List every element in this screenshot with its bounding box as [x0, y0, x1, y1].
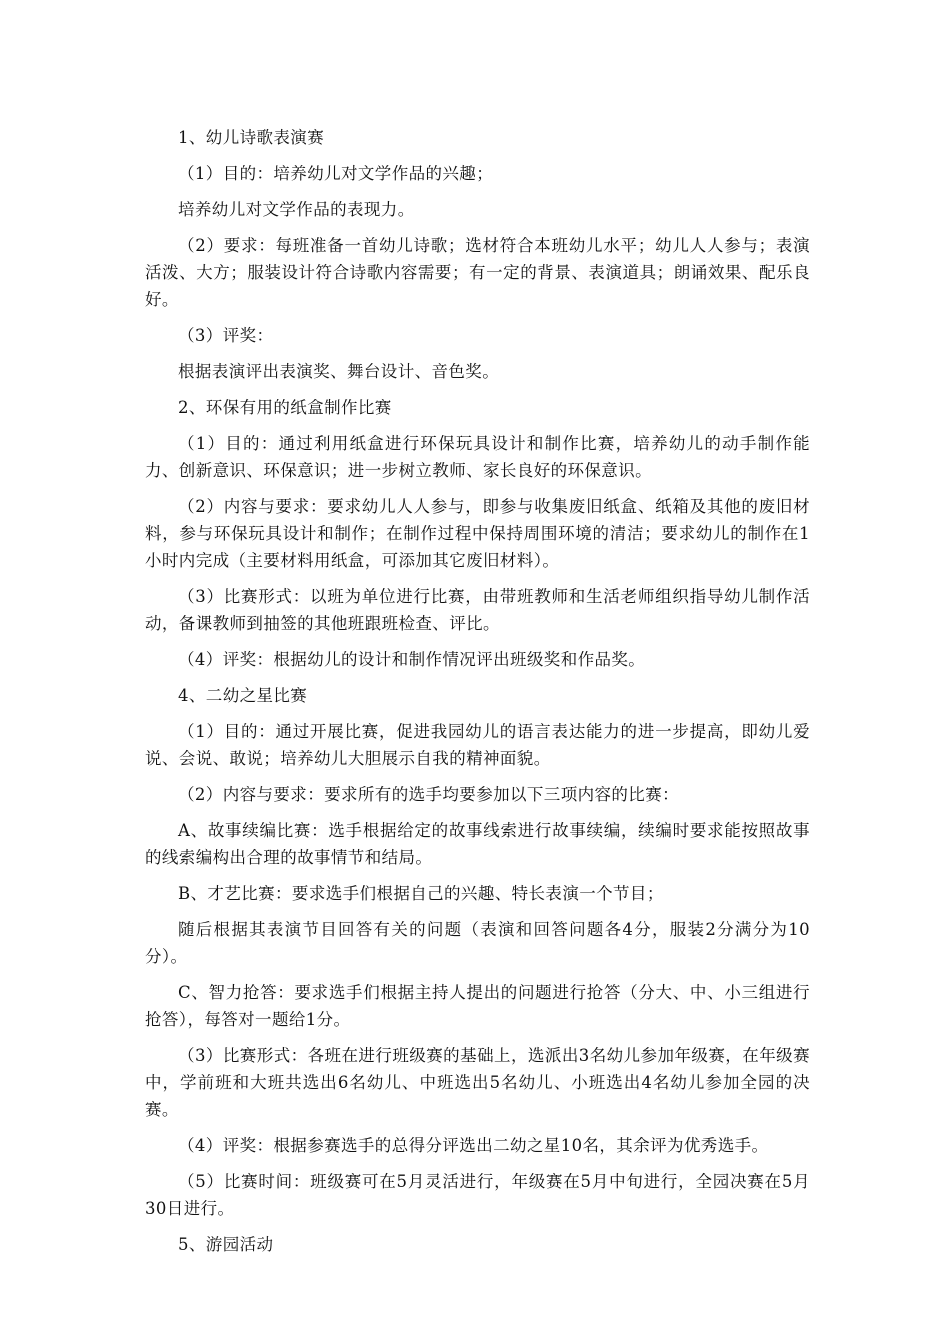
paragraph: 培养幼儿对文学作品的表现力。: [178, 200, 415, 219]
section-heading-poetry: 1、幼儿诗歌表演赛: [178, 128, 325, 147]
paragraph: B、才艺比赛：要求选手们根据自己的兴趣、特长表演一个节目；: [178, 884, 664, 903]
paragraph: （5）比赛时间：班级赛可在5月灵活进行，年级赛在5月中旬进行，全园决赛在5月30日进行。: [145, 1172, 810, 1218]
paragraph: （3）比赛形式：以班为单位进行比赛，由带班教师和生活老师组织指导幼儿制作活动，备课教师到抽签的其他班跟班检查、评比。: [145, 587, 810, 633]
paragraph: C、智力抢答：要求选手们根据主持人提出的问题进行抢答（分大、中、小三组进行抢答），每答对一题给1分。: [145, 983, 810, 1029]
paragraph: （2）内容与要求：要求幼儿人人参与，即参与收集废旧纸盒、纸箱及其他的废旧材料，参与环保玩具设计和制作；在制作过程中保持周围环境的清洁；要求幼儿的制作在1小时内完成（主要材料用纸盒，可添加其它废旧材料）。: [145, 497, 810, 570]
paragraph: （4）评奖：根据幼儿的设计和制作情况评出班级奖和作品奖。: [178, 650, 646, 669]
paragraph: 根据表演评出表演奖、舞台设计、音色奖。: [178, 362, 500, 381]
paragraph: （3）比赛形式：各班在进行班级赛的基础上，选派出3名幼儿参加年级赛，在年级赛中，学前班和大班共选出6名幼儿、中班选出5名幼儿、小班选出4名幼儿参加全园的决赛。: [145, 1046, 810, 1119]
section-heading-garden: 5、游园活动: [178, 1235, 274, 1254]
paragraph: （3）评奖：: [178, 326, 274, 345]
paragraph: （2）要求：每班准备一首幼儿诗歌；选材符合本班幼儿水平；幼儿人人参与；表演活泼、大方；服装设计符合诗歌内容需要；有一定的背景、表演道具；朗诵效果、配乐良好。: [145, 236, 810, 309]
paragraph: A、故事续编比赛：选手根据给定的故事线索进行故事续编，续编时要求能按照故事的线索编构出合理的故事情节和结局。: [145, 821, 810, 867]
paragraph: （1）目的：通过开展比赛，促进我园幼儿的语言表达能力的进一步提高，即幼儿爱说、会说、敢说；培养幼儿大胆展示自我的精神面貌。: [145, 722, 810, 768]
section-heading-star: 4、二幼之星比赛: [178, 686, 308, 705]
paragraph: （1）目的：培养幼儿对文学作品的兴趣；: [178, 164, 494, 183]
paragraph: （4）评奖：根据参赛选手的总得分评选出二幼之星10名，其余评为优秀选手。: [178, 1136, 769, 1155]
section-heading-carton: 2、环保有用的纸盒制作比赛: [178, 398, 392, 417]
paragraph: 随后根据其表演节目回答有关的问题（表演和回答问题各4分，服装2分满分为10分）。: [145, 920, 810, 966]
paragraph: （2）内容与要求：要求所有的选手均要参加以下三项内容的比赛：: [178, 785, 679, 804]
paragraph: （1）目的：通过利用纸盒进行环保玩具设计和制作比赛，培养幼儿的动手制作能力、创新意识、环保意识；进一步树立教师、家长良好的环保意识。: [145, 434, 810, 480]
document-page: [145, 124, 810, 1267]
